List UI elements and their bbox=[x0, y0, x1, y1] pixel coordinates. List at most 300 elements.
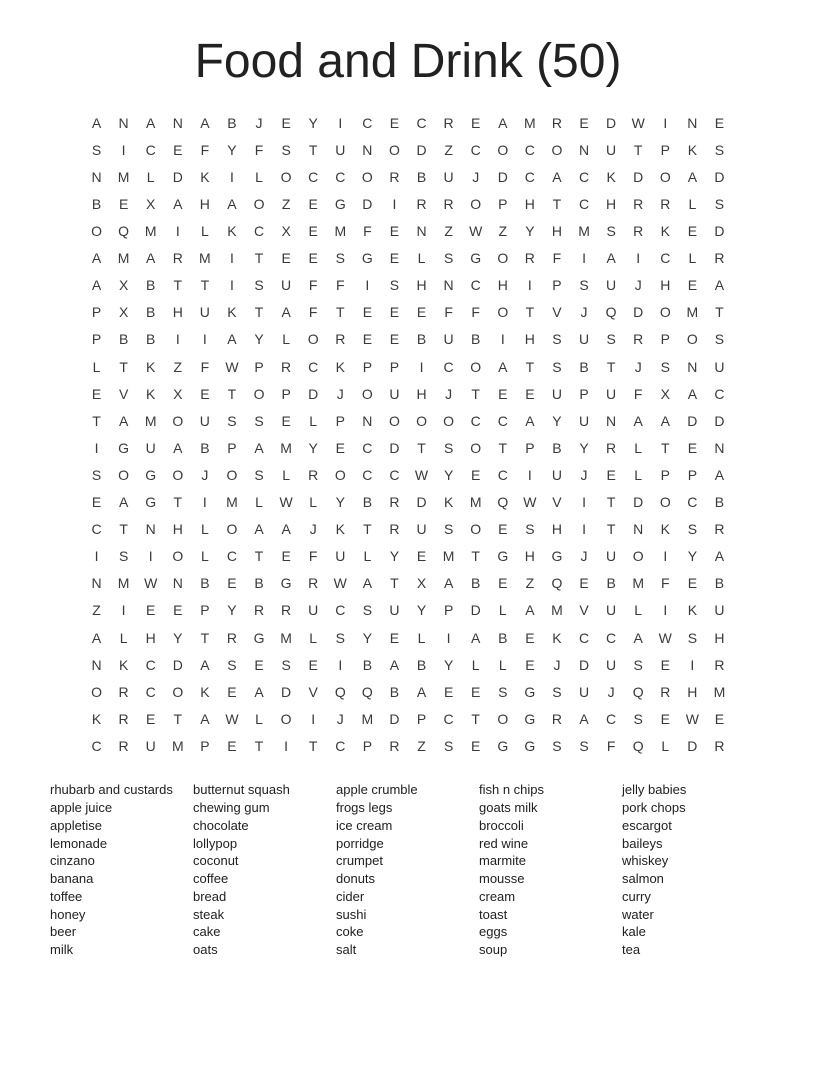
grid-cell: O bbox=[253, 196, 265, 213]
grid-cell: T bbox=[471, 710, 480, 727]
grid-cell: O bbox=[389, 141, 400, 158]
grid-cell: S bbox=[687, 521, 698, 538]
grid-cell: S bbox=[525, 521, 535, 538]
grid-cell: E bbox=[525, 656, 535, 673]
grid-cell: N bbox=[362, 141, 373, 158]
grid-cell: D bbox=[362, 196, 373, 213]
grid-cell: U bbox=[606, 277, 617, 294]
grid-cell: X bbox=[416, 575, 427, 592]
grid-cell: E bbox=[389, 250, 400, 267]
grid-cell: Y bbox=[362, 629, 373, 646]
grid-cell: J bbox=[607, 683, 615, 700]
grid-cell: X bbox=[281, 223, 291, 240]
grid-cell: B bbox=[200, 439, 210, 456]
grid-cell: S bbox=[552, 683, 562, 700]
grid-cell: X bbox=[118, 277, 129, 294]
word-item: cinzano bbox=[50, 853, 95, 869]
grid-cell: Y bbox=[687, 548, 698, 565]
grid-cell: K bbox=[335, 358, 345, 375]
grid-cell: N bbox=[416, 223, 427, 240]
grid-cell: N bbox=[91, 656, 102, 673]
grid-cell: R bbox=[118, 710, 129, 727]
word-item: banana bbox=[50, 871, 94, 887]
grid-cell: S bbox=[714, 196, 725, 213]
grid-cell: K bbox=[118, 656, 129, 673]
grid-cell: A bbox=[416, 683, 427, 700]
grid-cell: A bbox=[660, 412, 670, 429]
grid-cell: F bbox=[633, 385, 643, 402]
grid-cell: E bbox=[308, 656, 318, 673]
grid-cell: D bbox=[687, 737, 698, 754]
grid-cell: W bbox=[658, 629, 672, 646]
grid-cell: M bbox=[144, 412, 157, 429]
grid-cell: A bbox=[200, 710, 210, 727]
grid-cell: O bbox=[659, 494, 671, 511]
grid-cell: U bbox=[389, 602, 400, 619]
grid-cell: H bbox=[497, 277, 508, 294]
grid-cell: U bbox=[335, 548, 346, 565]
grid-cell: H bbox=[524, 331, 535, 348]
grid-cell: I bbox=[202, 494, 207, 511]
grid-cell: S bbox=[389, 277, 400, 294]
grid-cell: J bbox=[580, 548, 588, 565]
grid-cell: I bbox=[284, 737, 289, 754]
grid-cell: P bbox=[525, 439, 535, 456]
grid-cell: A bbox=[579, 710, 589, 727]
word-item: water bbox=[622, 906, 654, 922]
grid-cell: J bbox=[553, 656, 561, 673]
grid-cell: O bbox=[470, 521, 482, 538]
grid-cell: C bbox=[524, 168, 535, 185]
grid-cell: B bbox=[552, 439, 562, 456]
grid-cell: H bbox=[416, 277, 427, 294]
grid-cell: T bbox=[606, 521, 616, 538]
grid-cell: M bbox=[117, 575, 130, 592]
grid-cell: E bbox=[498, 521, 508, 538]
grid-cell: I bbox=[582, 494, 586, 511]
grid-cell: E bbox=[416, 548, 427, 565]
grid-cell: I bbox=[148, 548, 153, 565]
grid-cell: N bbox=[118, 114, 129, 131]
grid-cell: R bbox=[389, 168, 400, 185]
grid-cell: C bbox=[578, 168, 590, 185]
grid-cell: H bbox=[524, 196, 535, 213]
grid-cell: T bbox=[254, 304, 264, 321]
grid-cell: O bbox=[172, 683, 184, 700]
grid-cell: A bbox=[714, 466, 725, 483]
grid-cell: S bbox=[552, 737, 562, 754]
grid-cell: S bbox=[443, 521, 454, 538]
grid-cell: M bbox=[524, 114, 536, 131]
grid-cell: L bbox=[309, 412, 318, 429]
word-item: tea bbox=[622, 942, 641, 958]
grid-cell: M bbox=[334, 223, 347, 240]
grid-cell: Y bbox=[416, 602, 427, 619]
grid-cell: A bbox=[606, 250, 616, 267]
grid-cell: C bbox=[524, 141, 535, 158]
grid-cell: U bbox=[606, 602, 617, 619]
grid-cell: T bbox=[661, 439, 670, 456]
grid-cell: A bbox=[146, 250, 156, 267]
grid-cell: T bbox=[92, 412, 101, 429]
grid-cell: C bbox=[335, 737, 346, 754]
grid-cell: B bbox=[416, 331, 427, 348]
grid-cell: Q bbox=[118, 223, 130, 240]
grid-cell: E bbox=[91, 385, 102, 402]
grid-cell: E bbox=[471, 737, 481, 754]
grid-cell: C bbox=[91, 737, 102, 754]
grid-cell: C bbox=[660, 250, 671, 267]
grid-cell: K bbox=[200, 168, 210, 185]
grid-cell: Y bbox=[254, 331, 264, 348]
word-item: eggs bbox=[479, 924, 508, 940]
grid-cell: X bbox=[173, 385, 183, 402]
grid-cell: I bbox=[527, 466, 532, 483]
grid-cell: C bbox=[362, 439, 373, 456]
grid-cell: X bbox=[146, 196, 156, 213]
grid-cell: V bbox=[579, 602, 589, 619]
grid-cell: C bbox=[578, 629, 590, 646]
grid-cell: W bbox=[631, 114, 645, 131]
grid-cell: D bbox=[714, 168, 725, 185]
grid-cell: S bbox=[91, 466, 102, 483]
grid-cell: B bbox=[416, 656, 427, 673]
grid-cell: L bbox=[309, 494, 318, 511]
grid-cell: T bbox=[227, 385, 237, 402]
grid-cell: W bbox=[225, 710, 239, 727]
grid-cell: P bbox=[91, 304, 102, 321]
grid-cell: H bbox=[145, 629, 156, 646]
grid-cell: T bbox=[552, 196, 562, 213]
grid-cell: E bbox=[443, 683, 454, 700]
grid-cell: T bbox=[363, 521, 372, 538]
word-list-column bbox=[622, 781, 686, 959]
grid-cell: H bbox=[551, 521, 563, 538]
grid-cell: Y bbox=[227, 602, 237, 619]
grid-cell: A bbox=[552, 168, 562, 185]
grid-cell: U bbox=[145, 439, 156, 456]
grid-cell: O bbox=[226, 521, 238, 538]
grid-cell: G bbox=[524, 737, 536, 754]
grid-cell: D bbox=[606, 114, 617, 131]
grid-cell: I bbox=[392, 196, 397, 213]
grid-cell: Q bbox=[632, 737, 644, 754]
word-item: kale bbox=[622, 924, 646, 940]
grid-cell: U bbox=[443, 331, 454, 348]
grid-cell: M bbox=[713, 683, 726, 700]
grid-cell: R bbox=[253, 602, 265, 619]
grid-cell: I bbox=[446, 629, 451, 646]
grid-cell: E bbox=[498, 575, 508, 592]
grid-cell: R bbox=[551, 710, 563, 727]
grid-cell: S bbox=[227, 412, 237, 429]
grid-cell: U bbox=[199, 304, 210, 321]
grid-cell: P bbox=[552, 277, 562, 294]
grid-cell: T bbox=[254, 737, 264, 754]
grid-cell: O bbox=[91, 223, 102, 240]
grid-cell: L bbox=[498, 656, 507, 673]
grid-cell: N bbox=[714, 439, 725, 456]
grid-cell: O bbox=[659, 304, 671, 321]
word-item: lollypop bbox=[193, 835, 238, 851]
grid-cell: E bbox=[416, 304, 427, 321]
grid-cell: H bbox=[524, 548, 535, 565]
grid-cell: P bbox=[227, 439, 237, 456]
grid-cell: S bbox=[606, 331, 616, 348]
word-item: apple juice bbox=[50, 800, 113, 816]
grid-cell: O bbox=[416, 412, 427, 429]
grid-cell: R bbox=[226, 629, 238, 646]
grid-cell: I bbox=[663, 114, 668, 131]
grid-cell: R bbox=[281, 602, 292, 619]
grid-cell: B bbox=[579, 358, 589, 375]
grid-cell: I bbox=[338, 114, 343, 131]
grid-cell: D bbox=[308, 385, 319, 402]
word-item: goats milk bbox=[479, 800, 538, 816]
grid-cell: D bbox=[714, 223, 725, 240]
grid-cell: L bbox=[688, 250, 697, 267]
grid-cell: R bbox=[389, 494, 400, 511]
word-item: pork chops bbox=[622, 800, 686, 816]
grid-cell: E bbox=[308, 196, 318, 213]
grid-cell: T bbox=[471, 385, 480, 402]
grid-cell: J bbox=[634, 358, 642, 375]
grid-cell: H bbox=[660, 277, 671, 294]
grid-cell: N bbox=[578, 141, 590, 158]
grid-cell: P bbox=[335, 412, 345, 429]
grid-cell: R bbox=[660, 683, 671, 700]
grid-cell: T bbox=[471, 548, 480, 565]
grid-cell: M bbox=[361, 710, 374, 727]
grid-cell: A bbox=[173, 439, 183, 456]
grid-cell: A bbox=[687, 168, 698, 185]
grid-cell: U bbox=[606, 385, 617, 402]
grid-cell: U bbox=[578, 683, 590, 700]
grid-cell: K bbox=[660, 223, 670, 240]
grid-cell: J bbox=[309, 521, 317, 538]
grid-cell: Y bbox=[552, 412, 562, 429]
grid-cell: M bbox=[686, 304, 699, 321]
grid-cell: A bbox=[714, 277, 725, 294]
grid-cell: E bbox=[281, 548, 291, 565]
grid-cell: B bbox=[714, 494, 725, 511]
grid-cell: R bbox=[633, 223, 644, 240]
grid-cell: I bbox=[121, 141, 126, 158]
grid-cell: Y bbox=[443, 656, 454, 673]
grid-cell: O bbox=[280, 168, 292, 185]
grid-cell: P bbox=[200, 737, 210, 754]
grid-cell: Z bbox=[498, 223, 508, 240]
grid-cell: O bbox=[172, 548, 184, 565]
grid-cell: M bbox=[171, 737, 184, 754]
grid-cell: E bbox=[362, 331, 373, 348]
grid-cell: S bbox=[254, 466, 264, 483]
word-item: coke bbox=[336, 924, 364, 940]
grid-cell: M bbox=[578, 223, 590, 240]
grid-cell: M bbox=[144, 223, 157, 240]
grid-cell: E bbox=[525, 385, 535, 402]
grid-cell: A bbox=[498, 114, 508, 131]
grid-cell: D bbox=[714, 412, 725, 429]
grid-cell: B bbox=[389, 683, 400, 700]
grid-cell: A bbox=[687, 385, 698, 402]
grid-cell: H bbox=[199, 196, 210, 213]
grid-cell: A bbox=[471, 629, 481, 646]
grid-cell: I bbox=[690, 656, 695, 673]
grid-cell: O bbox=[470, 196, 482, 213]
grid-cell: T bbox=[390, 575, 399, 592]
grid-cell: R bbox=[281, 358, 292, 375]
grid-cell: O bbox=[118, 466, 130, 483]
grid-cell: J bbox=[580, 304, 588, 321]
grid-cell: S bbox=[335, 250, 345, 267]
grid-cell: O bbox=[497, 250, 509, 267]
grid-cell: U bbox=[578, 412, 590, 429]
grid-cell: M bbox=[117, 168, 130, 185]
grid-cell: I bbox=[663, 548, 668, 565]
grid-cell: B bbox=[362, 494, 373, 511]
grid-cell: O bbox=[497, 304, 509, 321]
grid-cell: J bbox=[201, 466, 209, 483]
grid-cell: B bbox=[146, 331, 156, 348]
grid-cell: R bbox=[714, 250, 725, 267]
grid-cell: I bbox=[582, 250, 586, 267]
grid-cell: P bbox=[498, 196, 508, 213]
grid-cell: T bbox=[173, 277, 183, 294]
word-item: coconut bbox=[193, 853, 239, 869]
grid-cell: C bbox=[145, 683, 156, 700]
word-item: escargot bbox=[622, 817, 672, 833]
grid-cell: R bbox=[633, 196, 644, 213]
grid-cell: A bbox=[633, 412, 643, 429]
grid-cell: P bbox=[362, 358, 373, 375]
grid-cell: R bbox=[443, 114, 454, 131]
grid-cell: N bbox=[606, 412, 617, 429]
grid-cell: L bbox=[498, 602, 507, 619]
grid-cell: A bbox=[281, 304, 291, 321]
grid-cell: J bbox=[255, 114, 263, 131]
grid-cell: P bbox=[579, 385, 589, 402]
grid-cell: G bbox=[118, 439, 130, 456]
grid-cell: E bbox=[281, 114, 291, 131]
grid-cell: S bbox=[443, 737, 454, 754]
grid-cell: U bbox=[335, 141, 346, 158]
grid-cell: A bbox=[714, 548, 725, 565]
word-item: oats bbox=[193, 942, 218, 958]
grid-cell: L bbox=[92, 358, 101, 375]
grid-cell: W bbox=[523, 494, 537, 511]
grid-cell: Z bbox=[281, 196, 291, 213]
grid-cell: E bbox=[389, 629, 400, 646]
grid-cell: V bbox=[308, 683, 318, 700]
grid-cell: O bbox=[307, 331, 319, 348]
grid-cell: S bbox=[91, 141, 102, 158]
grid-cell: L bbox=[119, 629, 128, 646]
grid-cell: Y bbox=[308, 439, 318, 456]
grid-cell: I bbox=[230, 250, 234, 267]
grid-cell: L bbox=[146, 168, 155, 185]
grid-cell: E bbox=[281, 250, 291, 267]
grid-cell: A bbox=[227, 196, 237, 213]
grid-cell: C bbox=[578, 196, 590, 213]
grid-cell: U bbox=[578, 331, 590, 348]
grid-cell: C bbox=[362, 114, 373, 131]
grid-cell: L bbox=[200, 521, 209, 538]
grid-cell: V bbox=[552, 304, 562, 321]
word-item: cider bbox=[336, 888, 365, 904]
grid-cell: F bbox=[606, 737, 616, 754]
grid-cell: U bbox=[199, 412, 210, 429]
grid-cell: O bbox=[172, 466, 184, 483]
word-item: jelly babies bbox=[622, 782, 687, 798]
word-item: soup bbox=[479, 942, 508, 958]
grid-cell: I bbox=[311, 710, 316, 727]
grid-cell: Y bbox=[389, 548, 400, 565]
word-search-grid bbox=[83, 109, 733, 759]
grid-cell: E bbox=[660, 710, 670, 727]
grid-cell: A bbox=[525, 602, 535, 619]
grid-cell: L bbox=[634, 466, 643, 483]
grid-cell: F bbox=[308, 277, 318, 294]
grid-cell: E bbox=[687, 223, 698, 240]
grid-cell: D bbox=[578, 656, 590, 673]
grid-cell: B bbox=[200, 575, 210, 592]
grid-cell: E bbox=[227, 575, 237, 592]
grid-cell: L bbox=[200, 548, 209, 565]
grid-cell: L bbox=[661, 737, 670, 754]
grid-cell: A bbox=[525, 412, 535, 429]
grid-cell: S bbox=[281, 656, 291, 673]
grid-cell: K bbox=[227, 304, 237, 321]
grid-cell: X bbox=[118, 304, 129, 321]
grid-cell: E bbox=[91, 494, 102, 511]
grid-cell: K bbox=[660, 521, 670, 538]
grid-cell: K bbox=[335, 521, 345, 538]
grid-cell: Y bbox=[525, 223, 535, 240]
grid-cell: C bbox=[606, 710, 617, 727]
grid-cell: R bbox=[118, 683, 129, 700]
word-item: toast bbox=[479, 906, 508, 922]
grid-cell: E bbox=[579, 114, 589, 131]
grid-cell: F bbox=[336, 277, 345, 294]
grid-cell: D bbox=[633, 494, 644, 511]
grid-cell: B bbox=[498, 629, 508, 646]
grid-cell: E bbox=[118, 196, 129, 213]
grid-cell: P bbox=[687, 466, 698, 483]
grid-cell: Q bbox=[497, 494, 509, 511]
grid-cell: E bbox=[687, 439, 698, 456]
grid-cell: U bbox=[145, 737, 156, 754]
grid-cell: S bbox=[633, 710, 643, 727]
grid-cell: H bbox=[551, 223, 563, 240]
grid-cell: P bbox=[254, 358, 264, 375]
grid-cell: V bbox=[552, 494, 562, 511]
grid-cell: C bbox=[253, 223, 265, 240]
grid-cell: J bbox=[336, 710, 344, 727]
grid-cell: E bbox=[227, 683, 237, 700]
grid-cell: U bbox=[416, 521, 427, 538]
grid-cell: S bbox=[552, 358, 562, 375]
grid-cell: A bbox=[91, 629, 102, 646]
grid-cell: S bbox=[254, 412, 264, 429]
grid-cell: B bbox=[146, 304, 156, 321]
grid-cell: R bbox=[443, 196, 454, 213]
grid-cell: Z bbox=[92, 602, 101, 619]
grid-cell: L bbox=[255, 710, 263, 727]
grid-cell: S bbox=[498, 683, 508, 700]
word-item: appletise bbox=[50, 817, 103, 833]
grid-cell: P bbox=[389, 358, 400, 375]
